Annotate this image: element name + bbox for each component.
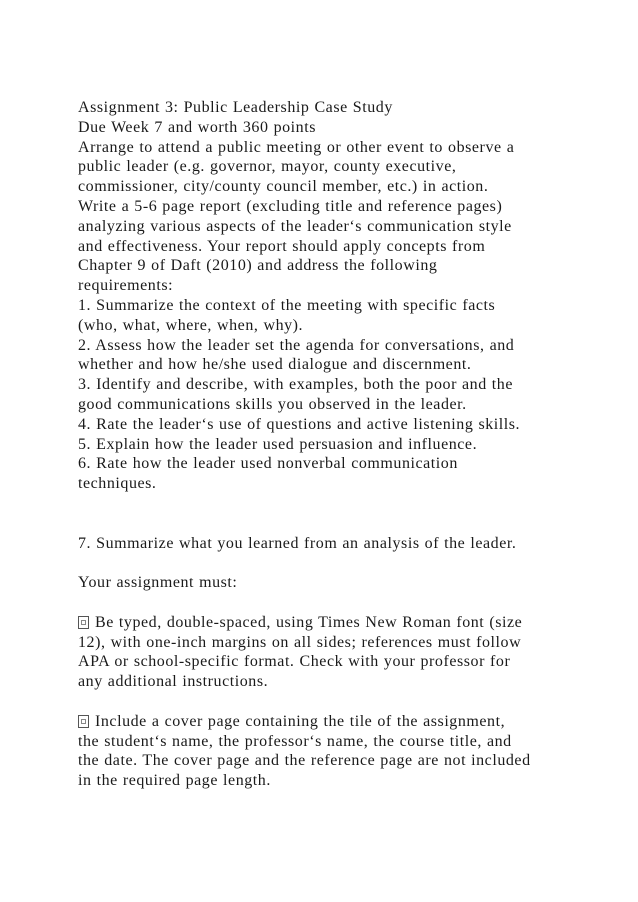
paragraph-line: and effectiveness. Your report should apply concepts from <box>78 237 486 255</box>
requirement-item-1-cont: (who, what, where, when, why). <box>78 316 304 334</box>
assignment-title: Assignment 3: Public Leadership Case Study <box>78 99 393 116</box>
bullet-1-text: Be typed, double-spaced, using Times New Roman font (size <box>95 613 523 631</box>
spacer <box>78 553 598 573</box>
spacer <box>78 494 598 514</box>
requirement-item-2-cont: whether and how he/she used dialogue and discernment. <box>78 356 472 374</box>
bullet-1-line-1 <box>78 613 598 633</box>
paragraph-line: analyzing various aspects of the leader‘s communication style <box>78 217 512 235</box>
paragraph-line: requirements: <box>78 277 174 295</box>
bullet-2-line-3: the date. The cover page and the reference page are not included <box>78 752 531 770</box>
requirement-item-7: 7. Summarize what you learned from an analysis of the leader. <box>78 534 517 552</box>
requirement-item-6-cont: techniques. <box>78 475 157 493</box>
bullet-1-line-4: any additional instructions. <box>78 673 269 691</box>
missing-glyph-icon <box>78 715 89 728</box>
bullet-2-line-2: the student‘s name, the professor‘s name, the course title, and <box>78 732 512 750</box>
bullet-2-line-1 <box>78 712 598 732</box>
document-body <box>78 98 598 791</box>
requirement-item-2: 2. Assess how the leader set the agenda for conversations, and <box>78 336 515 354</box>
requirement-item-1: 1. Summarize the context of the meeting with specific facts <box>78 296 496 314</box>
spacer <box>78 692 598 712</box>
paragraph-line: Write a 5-6 page report (excluding title and reference pages) <box>78 197 503 215</box>
requirement-item-5: 5. Explain how the leader used persuasion and influence. <box>78 435 478 453</box>
due-line: Due Week 7 and worth 360 points <box>78 118 316 136</box>
paragraph-line: public leader (e.g. governor, mayor, county executive, <box>78 158 457 176</box>
spacer <box>78 593 598 613</box>
paragraph-line: commissioner, city/county council member, etc.) in action. <box>78 178 489 196</box>
spacer <box>78 514 598 534</box>
paragraph-line: Arrange to attend a public meeting or other event to observe a <box>78 138 515 156</box>
requirement-item-3: 3. Identify and describe, with examples, both the poor and the <box>78 376 513 394</box>
bullet-2-text: Include a cover page containing the tile of the assignment, <box>95 712 506 730</box>
paragraph-line: Chapter 9 of Daft (2010) and address the following <box>78 257 438 275</box>
bullet-1-line-3: APA or school-specific format. Check with your professor for <box>78 653 511 671</box>
requirement-item-3-cont: good communications skills you observed in the leader. <box>78 395 467 413</box>
bullet-1-line-2: 12), with one-inch margins on all sides; references must follow <box>78 633 522 651</box>
requirement-item-4: 4. Rate the leader‘s use of questions and active listening skills. <box>78 415 521 433</box>
requirement-item-6: 6. Rate how the leader used nonverbal communication <box>78 455 458 473</box>
bullet-2-line-4: in the required page length. <box>78 772 271 790</box>
assignment-must-heading: Your assignment must: <box>78 574 238 592</box>
missing-glyph-icon <box>78 616 89 629</box>
